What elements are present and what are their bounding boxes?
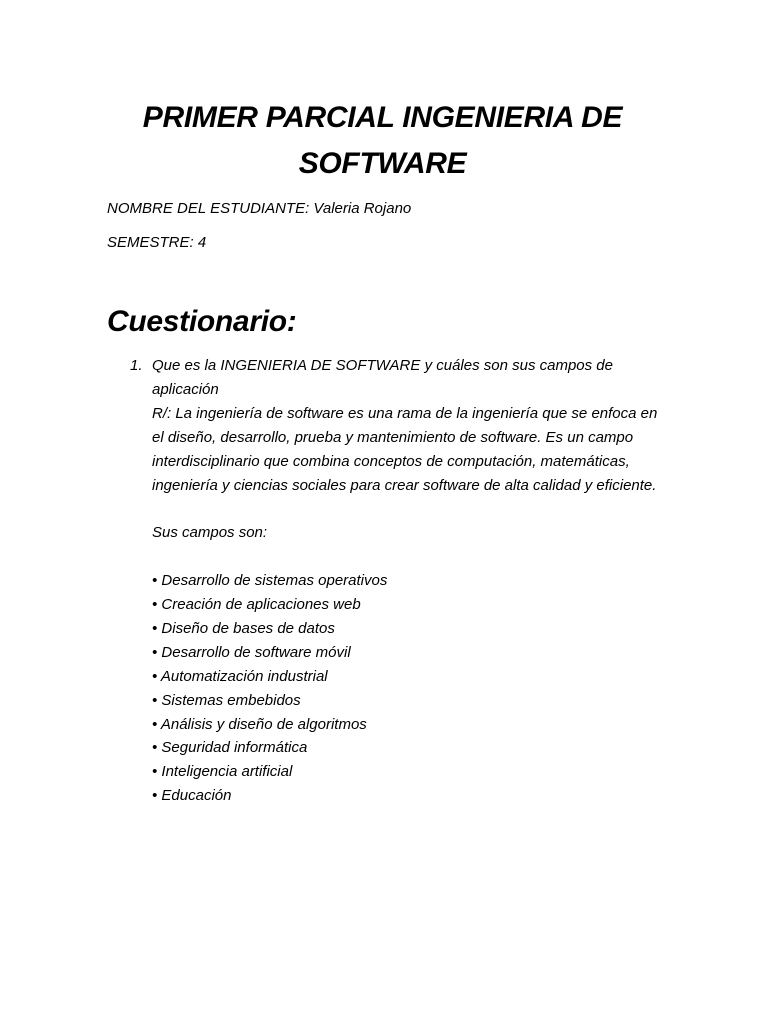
answer-text: R/: La ingeniería de software es una rama de la ingeniería que se enfoca en el diseño, desarrollo, prueba y mantenimiento de software. Es un campo interdisciplinario que combina conceptos de computación, matemáticas, ingeniería y ciencias sociales para crear software de alta calidad y eficiente. <box>152 404 658 494</box>
document-title: PRIMER PARCIAL INGENIERIA DE SOFTWARE <box>142 101 623 180</box>
question-text: Que es la INGENIERIA DE SOFTWARE y cuáles son sus campos de aplicación <box>152 357 613 398</box>
list-item: • Creación de aplicaciones web <box>152 596 361 614</box>
list-item: • Inteligencia artificial <box>152 763 293 781</box>
list-item: • Seguridad informática <box>152 739 308 757</box>
section-heading: Cuestionario: <box>107 305 297 338</box>
fields-list <box>152 569 670 808</box>
question-number: 1. <box>130 357 143 374</box>
list-item: • Análisis y diseño de algoritmos <box>152 715 367 733</box>
question-body <box>152 354 670 808</box>
spacer <box>152 545 670 569</box>
list-item: • Diseño de bases de datos <box>152 619 335 637</box>
list-item: • Educación <box>152 787 232 805</box>
list-item: • Automatización industrial <box>152 667 328 685</box>
fields-intro: Sus campos son: <box>152 524 268 542</box>
list-item: • Desarrollo de sistemas operativos <box>152 572 388 590</box>
question-item <box>130 354 670 808</box>
student-name-line: NOMBRE DEL ESTUDIANTE: Valeria Rojano <box>107 200 412 217</box>
semester-line: SEMESTRE: 4 <box>107 234 207 251</box>
spacer <box>152 497 670 521</box>
list-item: • Desarrollo de software móvil <box>152 643 351 661</box>
list-item: • Sistemas embebidos <box>152 691 301 709</box>
